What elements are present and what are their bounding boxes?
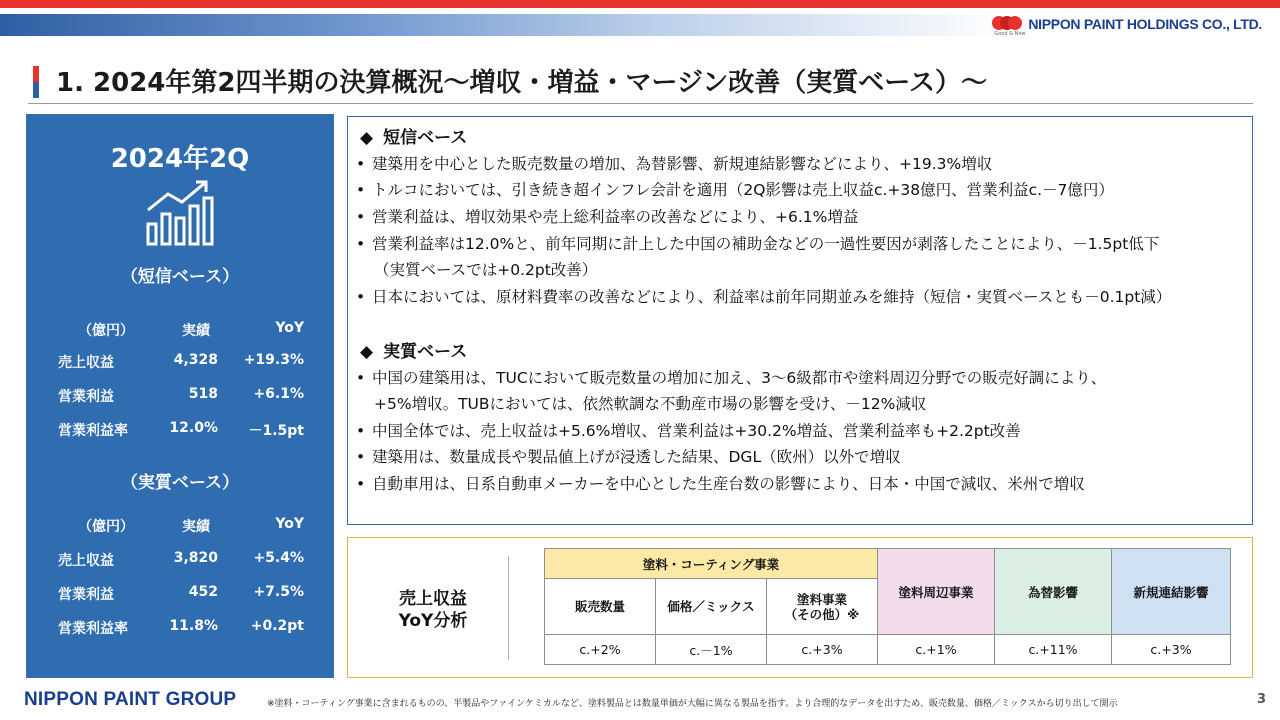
- table-cell: c.+3%: [767, 635, 878, 665]
- coating-business-header: 塗料・コーティング事業: [545, 549, 878, 579]
- table-row: 売上収益 3,820 +5.4%: [58, 550, 304, 569]
- new-consolidation-header: 新規連結影響: [1112, 549, 1231, 635]
- yoy-analysis-box: [347, 537, 1253, 678]
- list-item: • 営業利益率は12.0%と、前年同期に計上した中国の補助金などの一過性要因が剥落したことにより、－1.5pt低下: [356, 235, 1160, 253]
- yoy-table: [544, 548, 1231, 665]
- reported-basis-label: （短信ベース）: [120, 267, 240, 287]
- list-item: • 自動車用は、日系自動車メーカーを中心とした生産台数の影響により、日本・中国で減収、米州で増収: [356, 475, 1085, 493]
- list-item: • 日本においては、原材料費率の改善などにより、利益率は前年同期並みを維持（短信・実質ベースとも－0.1pt減）: [356, 288, 1172, 306]
- period-title: 2024年2Q: [110, 144, 250, 174]
- section-heading-reported: ◆ 短信ベース: [360, 128, 468, 148]
- footnote: ※塗料・コーティング事業に含まれるものの、半製品やファインケミカルなど、塗料製品とは数量単価が大幅に異なる製品を指す。より合理的なデータを出すため、販売数量、価格／ミックスから切り出して開示: [267, 699, 1118, 709]
- growth-chart-icon: [144, 176, 216, 248]
- table-row: 営業利益 452 +7.5%: [58, 584, 304, 603]
- peripheral-business-header: 塗料周辺事業: [878, 549, 995, 635]
- list-item: • トルコにおいては、引き続き超インフレ会計を適用（2Q影響は売上収益c.+38億円、営業利益c.－7億円）: [356, 181, 1114, 199]
- table-row: 営業利益 518 +6.1%: [58, 386, 304, 405]
- table-row: 営業利益率 11.8% +0.2pt: [58, 618, 304, 637]
- page-title: 1. 2024年第2四半期の決算概況～増収・増益・マージン改善（実質ベース）～: [56, 68, 988, 98]
- list-item-continuation: +5%増収。TUBにおいては、依然軟調な不動産市場の影響を受け、－12%減収: [374, 395, 927, 413]
- logo-mark-icon: Good & Now: [992, 16, 1022, 32]
- table-row: 売上収益 4,328 +19.3%: [58, 352, 304, 371]
- table-cell: c.+3%: [1112, 635, 1231, 665]
- list-item: • 中国全体では、売上収益は+5.6%増収、営業利益は+30.2%増益、営業利益率も+2.2pt改善: [356, 422, 1021, 440]
- coating-other-header: 塗料事業 （その他）※: [767, 579, 878, 635]
- yoy-analysis-label: 売上収益 YoY分析: [398, 589, 468, 631]
- price-mix-header: 価格／ミックス: [656, 579, 767, 635]
- diamond-icon: ◆: [360, 342, 374, 362]
- table-cell: c.+11%: [995, 635, 1112, 665]
- top-gradient-band: [0, 14, 1010, 36]
- table-row: 営業利益率 12.0% －1.5pt: [58, 420, 304, 439]
- top-red-bar: [0, 0, 1280, 8]
- list-item: • 営業利益は、増収効果や売上総利益率の改善などにより、+6.1%増益: [356, 208, 859, 226]
- table-cell: c.－1%: [656, 635, 767, 665]
- table-header: （億円） 実績 YoY: [78, 516, 304, 535]
- title-accent-bar: [33, 66, 39, 98]
- fx-impact-header: 為替影響: [995, 549, 1112, 635]
- summary-panel: [26, 114, 334, 678]
- company-name: NIPPON PAINT HOLDINGS CO., LTD.: [1028, 16, 1262, 32]
- title-divider: [28, 103, 1253, 104]
- company-logo: [992, 16, 1262, 37]
- table-header: （億円） 実績 YoY: [78, 320, 304, 339]
- footer-brand: NIPPON PAINT GROUP: [24, 689, 237, 710]
- table-row: [545, 635, 1231, 665]
- list-item: • 中国の建築用は、TUCにおいて販売数量の増加に加え、3～6級都市や塗料周辺分野での販売好調により、: [356, 369, 1107, 387]
- section-heading-organic: ◆ 実質ベース: [360, 342, 468, 362]
- page-number: 3: [1256, 692, 1266, 707]
- list-item-continuation: （実質ベースでは+0.2pt改善）: [374, 261, 598, 279]
- yoy-divider: [508, 556, 509, 660]
- list-item: • 建築用を中心とした販売数量の増加、為替影響、新規連結影響などにより、+19.3%増収: [356, 155, 993, 173]
- table-cell: c.+1%: [878, 635, 995, 665]
- commentary-box: [347, 116, 1253, 525]
- diamond-icon: ◆: [360, 128, 374, 148]
- organic-basis-label: （実質ベース）: [120, 473, 240, 493]
- list-item: • 建築用は、数量成長や製品値上げが浸透した結果、DGL（欧州）以外で増収: [356, 448, 901, 466]
- table-cell: c.+2%: [545, 635, 656, 665]
- sales-volume-header: 販売数量: [545, 579, 656, 635]
